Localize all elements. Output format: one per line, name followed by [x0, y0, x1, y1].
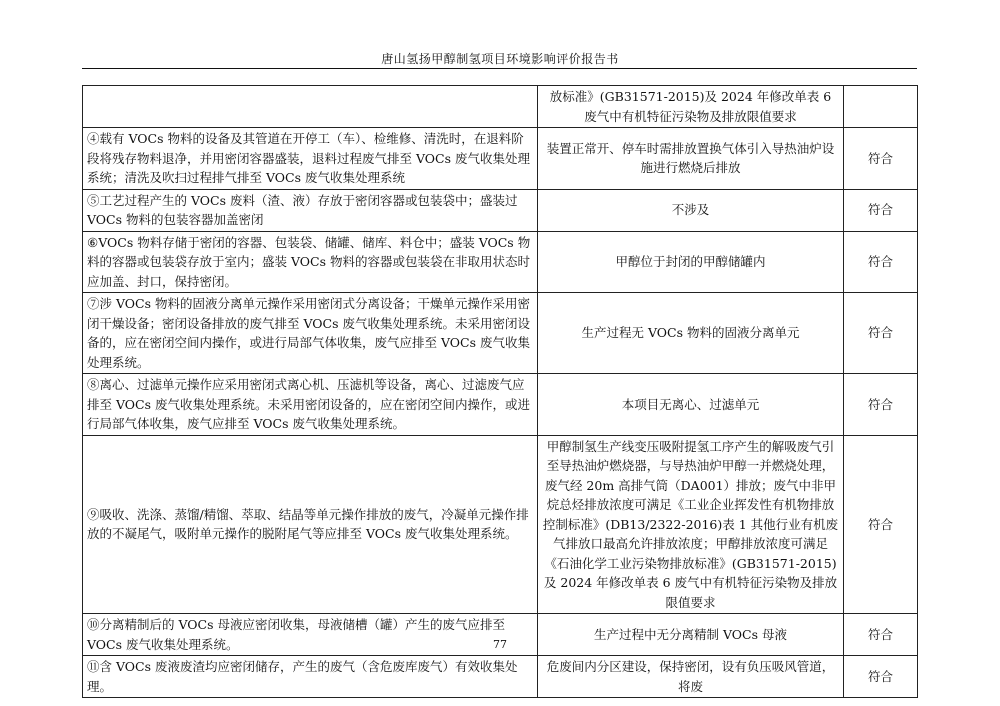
table-row: [83, 293, 918, 374]
result-cell: 符合: [844, 231, 918, 293]
result-cell: 符合: [844, 656, 918, 698]
requirement-cell: ⑦涉 VOCs 物料的固液分离单元操作采用密闭式分离设备；干燥单元操作采用密闭干燥设备；密闭设备排放的废气排至 VOCs 废气收集处理系统。未采用密闭设备的，应在密闭空间内操作，或进行局部气体收集，废气应排至 VOCs 废气收集处理系统。: [83, 293, 538, 374]
page-number: 77: [493, 638, 507, 651]
requirement-cell: ⑤工艺过程产生的 VOCs 废料（渣、液）存放于密闭容器或包装袋中；盛装过 VOCs 物料的包装容器加盖密闭: [83, 189, 538, 231]
requirement-cell: ④载有 VOCs 物料的设备及其管道在开停工（车）、检维修、清洗时，在退料阶段将残存物料退净，并用密闭容器盛装，退料过程废气排至 VOCs 废气收集处理系统；清洗及吹扫过程排气排至 VOCs 废气收集处理系统: [83, 128, 538, 190]
result-cell: 符合: [844, 293, 918, 374]
table-row: [83, 86, 918, 128]
table-row: [83, 231, 918, 293]
result-cell: 符合: [844, 374, 918, 436]
result-cell: 符合: [844, 128, 918, 190]
measure-cell: 生产过程中无分离精制 VOCs 母液: [538, 614, 844, 656]
measure-cell: 甲醇位于封闭的甲醇储罐内: [538, 231, 844, 293]
table-row: [83, 189, 918, 231]
measure-cell: 放标准》(GB31571-2015)及 2024 年修改单表 6 废气中有机特征污染物及排放限值要求: [538, 86, 844, 128]
measure-cell: 生产过程无 VOCs 物料的固液分离单元: [538, 293, 844, 374]
result-cell: [844, 86, 918, 128]
table-row: [83, 128, 918, 190]
requirement-cell: ⑪含 VOCs 废液废渣均应密闭储存，产生的废气（含危废库废气）有效收集处理。: [83, 656, 538, 698]
compliance-table: [82, 85, 918, 698]
requirement-cell: ⑨吸收、洗涤、蒸馏/精馏、萃取、结晶等单元操作排放的废气，冷凝单元操作排放的不凝尾气，吸附单元操作的脱附尾气等应排至 VOCs 废气收集处理系统。: [83, 435, 538, 614]
requirement-cell: [83, 86, 538, 128]
requirement-cell: ⑩分离精制后的 VOCs 母液应密闭收集，母液储槽（罐）产生的废气应排至 VOCs 废气收集处理系统。: [83, 614, 538, 656]
measure-cell: 装置正常开、停车时需排放置换气体引入导热油炉设施进行燃烧后排放: [538, 128, 844, 190]
header-rule: [82, 68, 917, 69]
table-row: [83, 374, 918, 436]
measure-cell: 不涉及: [538, 189, 844, 231]
table-row: [83, 656, 918, 698]
table-row: [83, 435, 918, 614]
result-cell: 符合: [844, 614, 918, 656]
result-cell: 符合: [844, 189, 918, 231]
measure-cell: 危废间内分区建设，保持密闭，设有负压吸风管道，将废: [538, 656, 844, 698]
measure-cell: 本项目无离心、过滤单元: [538, 374, 844, 436]
requirement-cell: ⑧离心、过滤单元操作应采用密闭式离心机、压滤机等设备，离心、过滤废气应排至 VOCs 废气收集处理系统。未采用密闭设备的，应在密闭空间内操作，或进行局部气体收集，废气应排至 VOCs 废气收集处理系统。: [83, 374, 538, 436]
measure-cell: 甲醇制氢生产线变压吸附提氢工序产生的解吸废气引至导热油炉燃烧器，与导热油炉甲醇一并燃烧处理，废气经 20m 高排气筒（DA001）排放；废气中非甲烷总烃排放浓度可满足《工业企业挥发性有机物排放控制标准》(DB13/2322-2016)表 1 其他行业有机废气排放口最高允许排放浓度；甲醇排放浓度可满足《石油化学工业污染物排放标准》(GB31571-2015)及 2024 年修改单表 6 废气中有机特征污染物及排放限值要求: [538, 435, 844, 614]
requirement-cell: ⑥VOCs 物料存储于密闭的容器、包装袋、储罐、储库、料仓中；盛装 VOCs 物料的容器或包装袋存放于室内；盛装 VOCs 物料的容器或包装袋在非取用状态时应加盖、封口，保持密闭。: [83, 231, 538, 293]
report-header-title: 唐山氢扬甲醇制氢项目环境影响评价报告书: [381, 52, 619, 66]
result-cell: 符合: [844, 435, 918, 614]
